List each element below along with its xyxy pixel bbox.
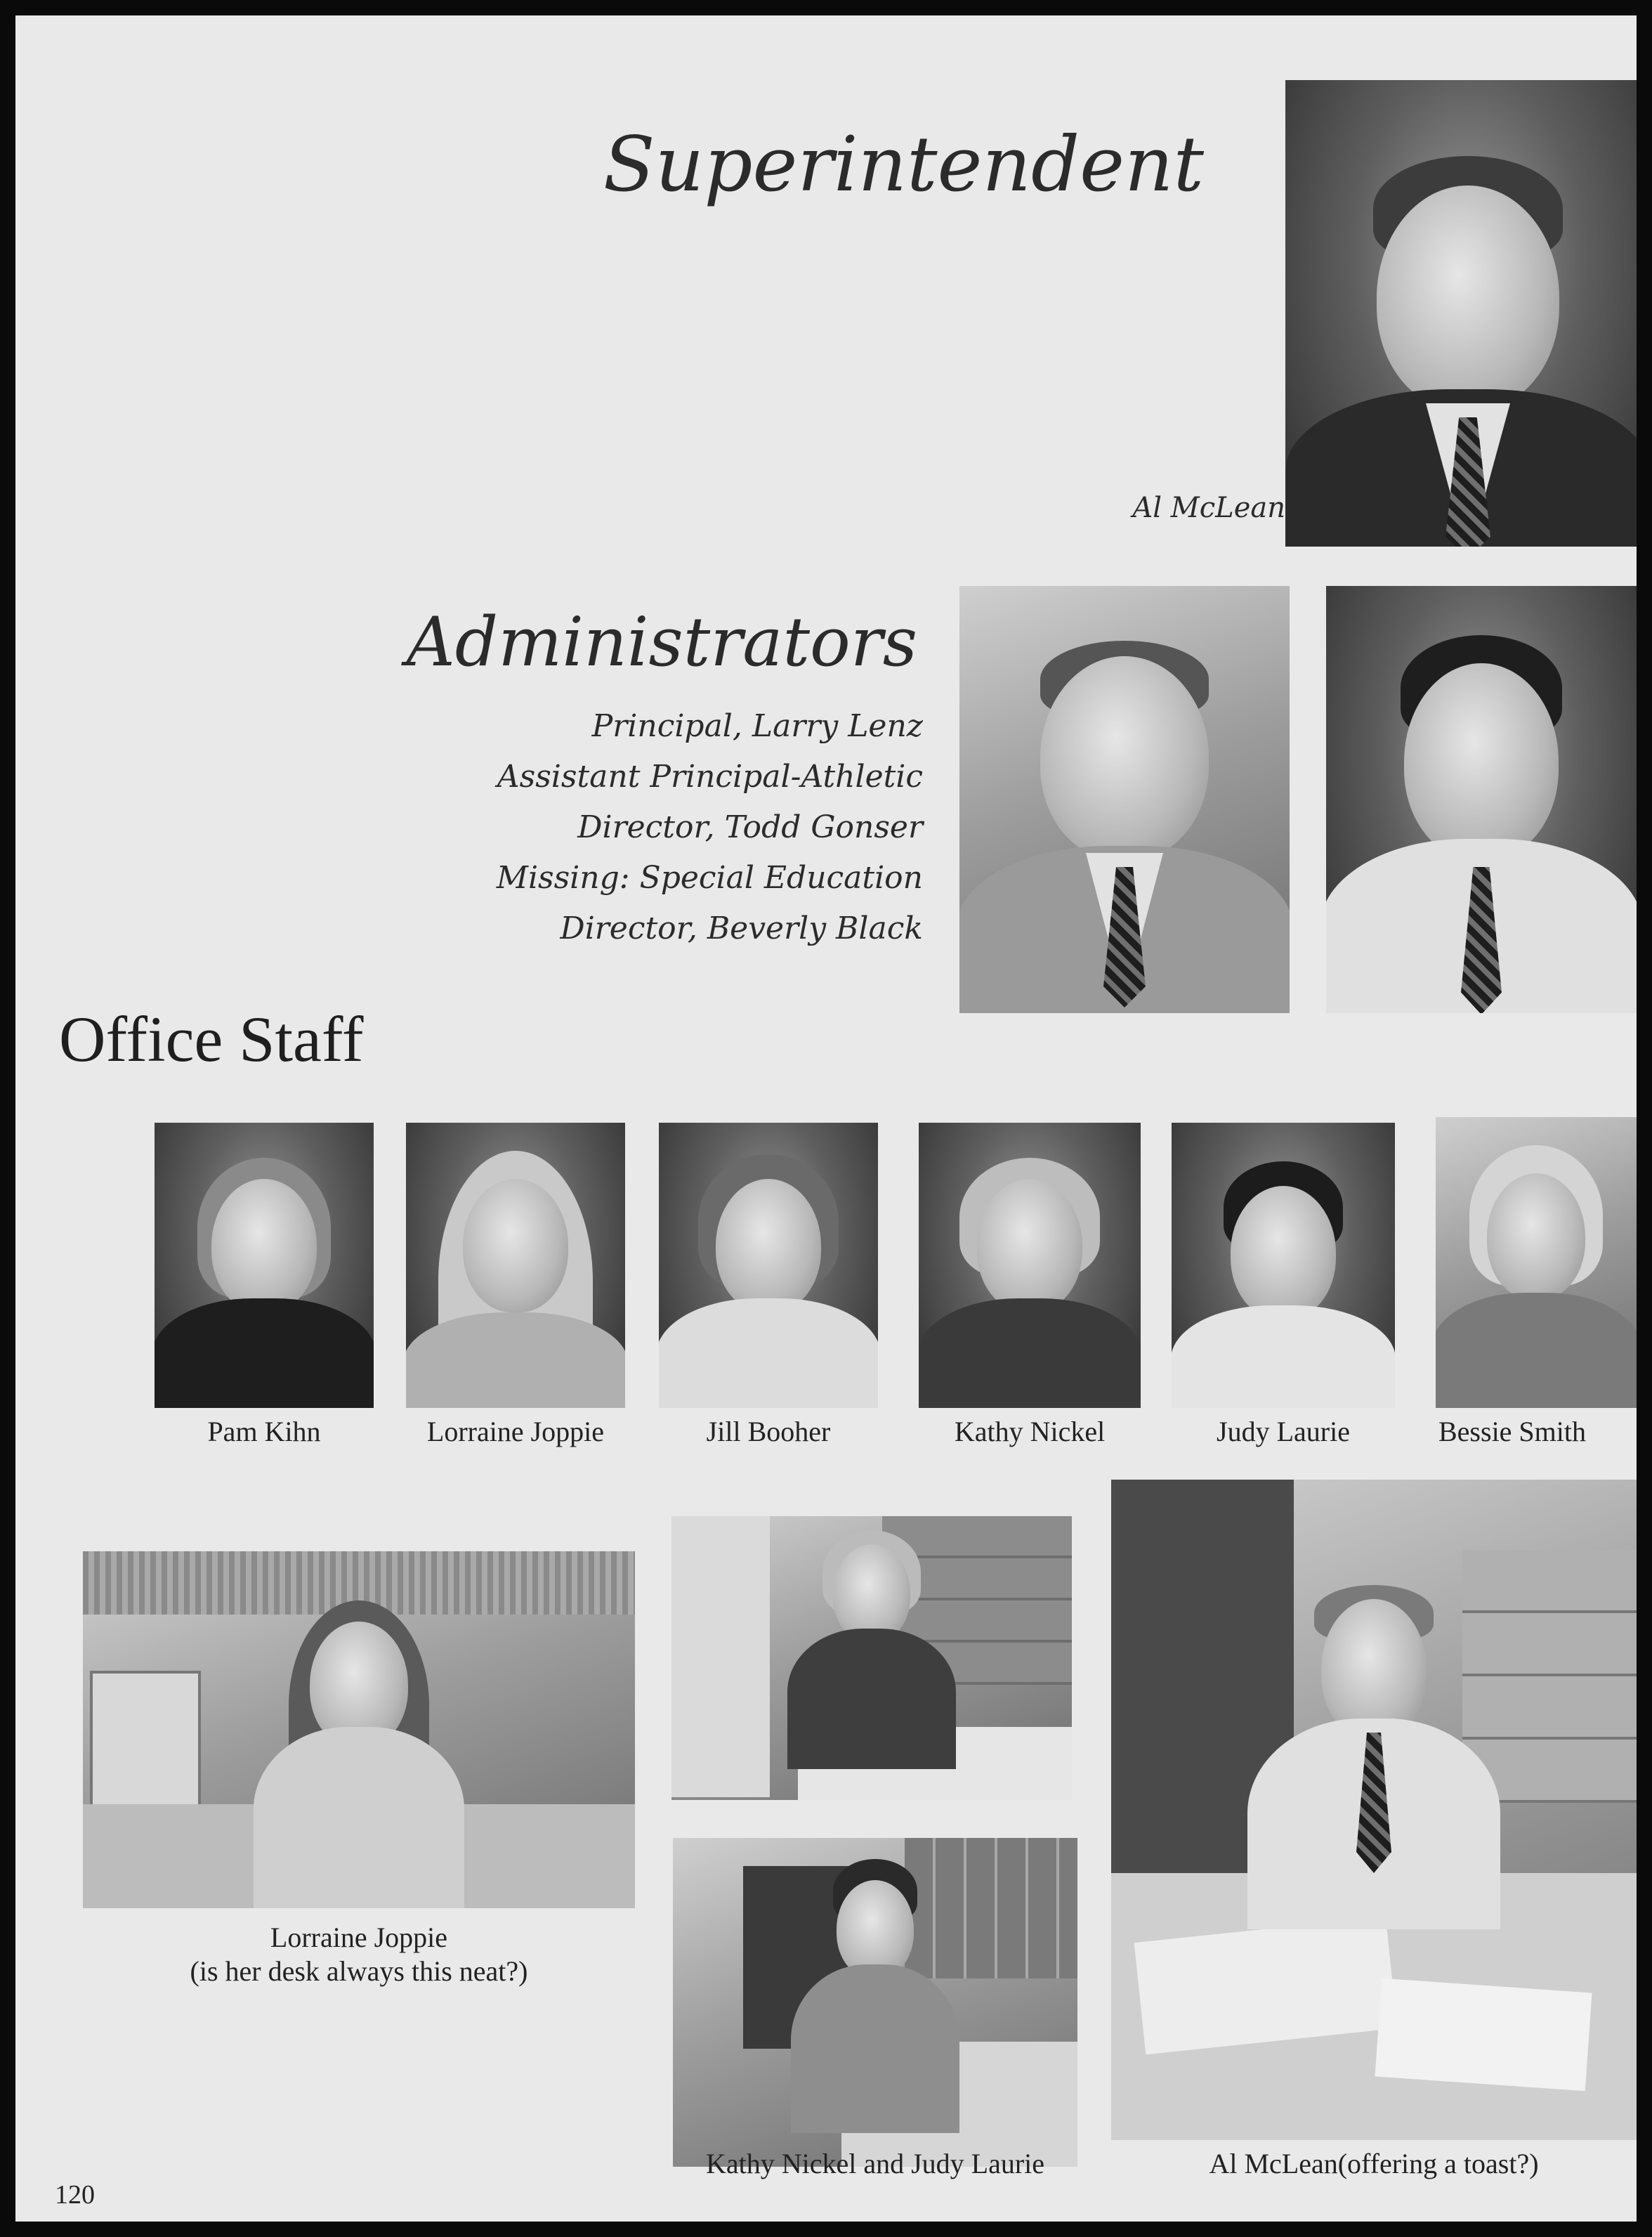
candid-photo-al-mclean bbox=[1111, 1480, 1637, 2140]
staff-caption: Judy Laurie bbox=[1217, 1416, 1350, 1447]
administrators-heading: Administrators bbox=[406, 603, 917, 681]
candid-caption-left-line2: (is her desk always this neat?) bbox=[190, 1955, 528, 1987]
administrator-line: Director, Beverly Black bbox=[560, 911, 923, 946]
administrator-line: Principal, Larry Lenz bbox=[591, 708, 923, 744]
candid-photo-kathy-nickel bbox=[671, 1516, 1072, 1800]
staff-caption: Kathy Nickel bbox=[954, 1416, 1106, 1447]
staff-portrait bbox=[406, 1123, 625, 1408]
assistant-principal-portrait bbox=[1326, 586, 1637, 1013]
yearbook-page bbox=[15, 15, 1637, 2222]
superintendent-portrait bbox=[1285, 80, 1637, 547]
administrator-line: Assistant Principal-Athletic bbox=[497, 759, 923, 795]
staff-caption: Jill Booher bbox=[706, 1416, 831, 1447]
page-number: 120 bbox=[55, 2180, 95, 2210]
administrator-line: Director, Todd Gonser bbox=[577, 809, 923, 845]
superintendent-heading: Superintendent bbox=[603, 121, 1204, 209]
staff-portrait bbox=[1436, 1117, 1637, 1408]
staff-portrait bbox=[919, 1123, 1141, 1408]
staff-portrait bbox=[1172, 1123, 1395, 1408]
administrators-lines bbox=[497, 701, 923, 954]
superintendent-name: Al McLean bbox=[1132, 492, 1285, 524]
staff-caption: Lorraine Joppie bbox=[426, 1416, 605, 1447]
staff-caption: Bessie Smith bbox=[1438, 1416, 1587, 1447]
principal-portrait bbox=[959, 586, 1290, 1013]
administrator-line: Missing: Special Education bbox=[496, 860, 923, 896]
candid-photo-lorraine-joppie bbox=[83, 1551, 635, 1908]
candid-caption-middle: Kathy Nickel and Judy Laurie bbox=[705, 2148, 1045, 2179]
staff-portrait bbox=[155, 1123, 374, 1408]
candid-photo-judy-laurie bbox=[673, 1838, 1077, 2167]
candid-caption-left-line1: Lorraine Joppie bbox=[270, 1922, 448, 1953]
office-staff-heading: Office Staff bbox=[59, 1003, 364, 1075]
staff-portrait bbox=[659, 1123, 878, 1408]
staff-caption: Pam Kihn bbox=[207, 1416, 321, 1447]
candid-caption-right: Al McLean(offering a toast?) bbox=[1209, 2148, 1539, 2179]
